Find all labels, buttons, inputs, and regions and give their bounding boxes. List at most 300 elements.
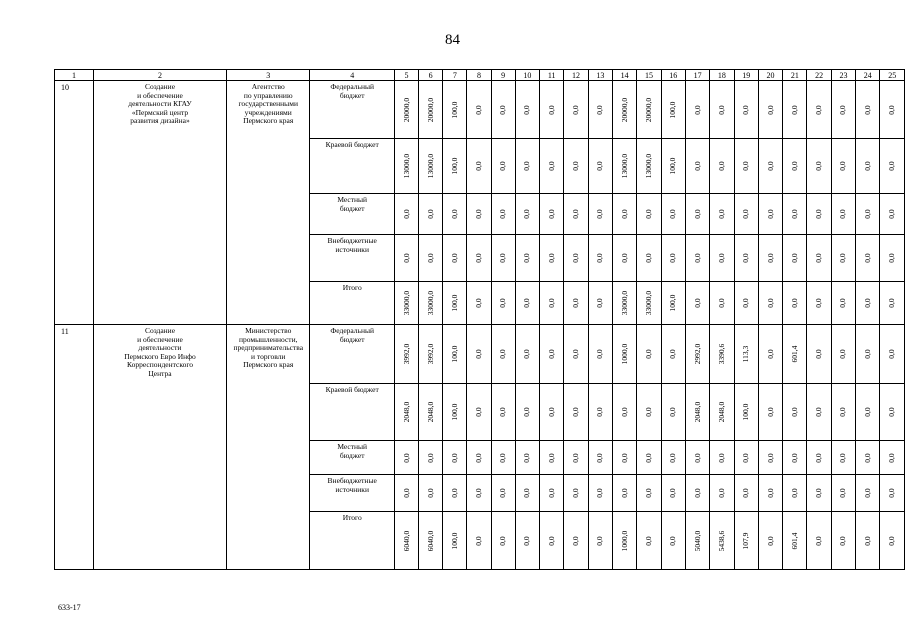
cell-value: 0,0 xyxy=(741,298,751,308)
value-cell xyxy=(856,139,880,194)
value-cell xyxy=(491,384,515,441)
cell-value: 0,0 xyxy=(425,488,435,498)
value-cell xyxy=(394,81,418,139)
value-cell xyxy=(564,475,588,512)
value-cell xyxy=(419,282,443,325)
value-cell xyxy=(564,325,588,384)
value-cell xyxy=(831,282,855,325)
cell-value: 0,0 xyxy=(546,161,556,171)
value-cell xyxy=(685,475,709,512)
value-cell xyxy=(491,325,515,384)
cell-value: 0,0 xyxy=(887,209,897,219)
cell-value: 100,0 xyxy=(668,101,678,118)
cell-value: 0,0 xyxy=(716,298,726,308)
value-cell xyxy=(880,194,905,235)
value-cell xyxy=(661,81,685,139)
value-cell xyxy=(419,81,443,139)
column-number-25: 25 xyxy=(880,70,905,81)
funding-source: Краевой бюджет xyxy=(310,139,394,194)
value-cell xyxy=(685,235,709,282)
cell-value: 0,0 xyxy=(765,535,775,546)
cell-value: 0,0 xyxy=(546,253,556,263)
value-cell xyxy=(419,384,443,441)
cell-value: 13000,0 xyxy=(425,153,435,179)
funding-source: Федеральный бюджет xyxy=(310,81,394,139)
cell-value: 0,0 xyxy=(401,452,411,463)
value-cell xyxy=(807,512,831,570)
cell-value: 0,0 xyxy=(814,161,824,171)
row-index: 10 xyxy=(55,81,94,325)
value-cell xyxy=(856,325,880,384)
cell-value: 0,0 xyxy=(838,488,848,498)
cell-value: 100,0 xyxy=(449,157,459,175)
value-cell xyxy=(710,235,734,282)
activity-name: Создание и обеспечение деятельности Пермского Евро Инфо Корреспондентского Центра xyxy=(93,325,226,570)
cell-value: 0,0 xyxy=(449,488,459,498)
cell-value: 0,0 xyxy=(838,209,848,219)
cell-value: 0,0 xyxy=(741,488,751,498)
value-cell xyxy=(540,441,564,475)
value-cell xyxy=(588,139,612,194)
value-cell xyxy=(661,384,685,441)
value-cell xyxy=(783,325,807,384)
cell-value: 0,0 xyxy=(473,161,483,171)
cell-value: 0,0 xyxy=(522,488,532,498)
column-number-13: 13 xyxy=(588,70,612,81)
cell-value: 0,0 xyxy=(668,349,678,359)
value-cell xyxy=(540,194,564,235)
cell-value: 5438,6 xyxy=(716,530,726,551)
value-cell xyxy=(637,235,661,282)
value-cell xyxy=(564,81,588,139)
value-cell xyxy=(831,384,855,441)
value-cell xyxy=(443,194,467,235)
value-cell xyxy=(758,139,782,194)
cell-value: 0,0 xyxy=(546,104,556,115)
cell-value: 2048,0 xyxy=(425,401,435,423)
value-cell xyxy=(394,512,418,570)
cell-value: 0,0 xyxy=(546,488,556,498)
activity-name: Создание и обеспечение деятельности КГАУ «Пермский центр развития дизайна» xyxy=(93,81,226,325)
cell-value: 0,0 xyxy=(595,407,605,417)
cell-value: 0,0 xyxy=(692,298,702,308)
funding-source: Краевой бюджет xyxy=(310,384,394,441)
value-cell xyxy=(661,475,685,512)
value-cell xyxy=(588,81,612,139)
value-cell xyxy=(856,194,880,235)
value-cell xyxy=(856,282,880,325)
value-cell xyxy=(734,441,758,475)
value-cell xyxy=(831,512,855,570)
value-cell xyxy=(564,384,588,441)
value-cell xyxy=(588,325,612,384)
value-cell xyxy=(685,194,709,235)
cell-value: 0,0 xyxy=(546,407,556,417)
value-cell xyxy=(856,384,880,441)
column-number-18: 18 xyxy=(710,70,734,81)
cell-value: 601,4 xyxy=(789,532,799,549)
value-cell xyxy=(491,475,515,512)
value-cell xyxy=(734,475,758,512)
value-cell xyxy=(783,441,807,475)
value-cell xyxy=(758,194,782,235)
cell-value: 33000,0 xyxy=(425,290,435,316)
cell-value: 0,0 xyxy=(814,104,824,115)
value-cell xyxy=(467,235,491,282)
column-number-5: 5 xyxy=(394,70,418,81)
cell-value: 20000,0 xyxy=(643,97,653,122)
value-cell xyxy=(856,441,880,475)
cell-value: 0,0 xyxy=(692,253,702,263)
cell-value: 0,0 xyxy=(473,488,483,498)
cell-value: 6040,0 xyxy=(425,530,435,551)
value-cell xyxy=(467,512,491,570)
column-number-7: 7 xyxy=(443,70,467,81)
cell-value: 0,0 xyxy=(571,161,580,171)
cell-value: 113,3 xyxy=(741,345,751,363)
column-number-15: 15 xyxy=(637,70,661,81)
cell-value: 0,0 xyxy=(401,209,411,219)
cell-value: 0,0 xyxy=(595,209,605,219)
column-number-1: 1 xyxy=(55,70,94,81)
value-cell xyxy=(685,441,709,475)
cell-value: 0,0 xyxy=(814,488,824,498)
cell-value: 0,0 xyxy=(765,298,775,308)
cell-value: 0,0 xyxy=(838,161,848,171)
value-cell xyxy=(564,235,588,282)
table-row xyxy=(55,81,905,139)
value-cell xyxy=(612,282,636,325)
value-cell xyxy=(394,384,418,441)
cell-value: 0,0 xyxy=(789,407,799,417)
cell-value: 0,0 xyxy=(838,298,848,308)
value-cell xyxy=(807,475,831,512)
cell-value: 20000,0 xyxy=(401,97,411,122)
cell-value: 20000,0 xyxy=(619,97,629,122)
value-cell xyxy=(685,384,709,441)
value-cell xyxy=(831,81,855,139)
value-cell xyxy=(807,81,831,139)
cell-value: 0,0 xyxy=(741,253,751,263)
cell-value: 0,0 xyxy=(887,407,897,417)
column-number-header xyxy=(55,70,905,81)
value-cell xyxy=(831,475,855,512)
cell-value: 0,0 xyxy=(668,452,678,463)
cell-value: 0,0 xyxy=(765,209,775,219)
cell-value: 0,0 xyxy=(449,209,459,219)
value-cell xyxy=(734,512,758,570)
column-number-9: 9 xyxy=(491,70,515,81)
value-cell xyxy=(637,384,661,441)
cell-value: 0,0 xyxy=(643,407,653,417)
column-number-6: 6 xyxy=(419,70,443,81)
cell-value: 0,0 xyxy=(838,349,848,359)
column-number-11: 11 xyxy=(540,70,564,81)
value-cell xyxy=(783,81,807,139)
cell-value: 0,0 xyxy=(765,104,775,115)
value-cell xyxy=(880,384,905,441)
value-cell xyxy=(491,235,515,282)
cell-value: 0,0 xyxy=(546,209,556,219)
cell-value: 0,0 xyxy=(522,104,532,115)
cell-value: 0,0 xyxy=(716,161,726,171)
cell-value: 100,0 xyxy=(449,101,459,118)
cell-value: 100,0 xyxy=(668,157,678,175)
value-cell xyxy=(734,194,758,235)
cell-value: 0,0 xyxy=(838,253,848,263)
cell-value: 0,0 xyxy=(571,349,580,359)
responsible-organization: Агентство по управлению государственными учреждениями Пермского края xyxy=(227,81,310,325)
value-cell xyxy=(734,384,758,441)
cell-value: 0,0 xyxy=(887,488,897,498)
value-cell xyxy=(831,235,855,282)
cell-value: 0,0 xyxy=(546,452,556,463)
cell-value: 0,0 xyxy=(473,349,483,359)
value-cell xyxy=(588,384,612,441)
value-cell xyxy=(564,139,588,194)
cell-value: 0,0 xyxy=(473,209,483,219)
cell-value: 0,0 xyxy=(522,452,532,463)
cell-value: 3992,0 xyxy=(425,343,435,365)
value-cell xyxy=(467,384,491,441)
cell-value: 100,0 xyxy=(668,294,678,312)
value-cell xyxy=(880,81,905,139)
value-cell xyxy=(588,194,612,235)
cell-value: 0,0 xyxy=(716,104,726,115)
value-cell xyxy=(467,81,491,139)
cell-value: 0,0 xyxy=(838,535,848,546)
value-cell xyxy=(515,441,539,475)
cell-value: 0,0 xyxy=(401,253,411,263)
cell-value: 0,0 xyxy=(862,407,872,417)
value-cell xyxy=(443,139,467,194)
value-cell xyxy=(734,81,758,139)
cell-value: 0,0 xyxy=(401,488,411,498)
value-cell xyxy=(880,235,905,282)
cell-value: 100,0 xyxy=(741,403,751,421)
value-cell xyxy=(588,441,612,475)
value-cell xyxy=(515,139,539,194)
cell-value: 0,0 xyxy=(619,253,629,263)
cell-value: 3390,6 xyxy=(716,343,726,365)
value-cell xyxy=(710,139,734,194)
cell-value: 0,0 xyxy=(741,209,751,219)
cell-value: 0,0 xyxy=(814,298,824,308)
cell-value: 1000,0 xyxy=(619,343,629,365)
value-cell xyxy=(443,282,467,325)
value-cell xyxy=(491,194,515,235)
value-cell xyxy=(734,325,758,384)
cell-value: 0,0 xyxy=(571,298,580,308)
cell-value: 13000,0 xyxy=(401,153,411,179)
value-cell xyxy=(856,235,880,282)
value-cell xyxy=(734,235,758,282)
cell-value: 0,0 xyxy=(716,452,726,463)
cell-value: 0,0 xyxy=(595,535,605,546)
value-cell xyxy=(612,81,636,139)
cell-value: 100,0 xyxy=(449,294,459,312)
cell-value: 0,0 xyxy=(862,298,872,308)
cell-value: 0,0 xyxy=(887,452,897,463)
cell-value: 20000,0 xyxy=(425,97,435,122)
cell-value: 0,0 xyxy=(838,452,848,463)
value-cell xyxy=(807,194,831,235)
row-index: 11 xyxy=(55,325,94,570)
value-cell xyxy=(710,512,734,570)
column-number-14: 14 xyxy=(612,70,636,81)
value-cell xyxy=(880,139,905,194)
cell-value: 0,0 xyxy=(473,452,483,463)
cell-value: 0,0 xyxy=(425,253,435,263)
document-code: 633-17 xyxy=(58,603,81,612)
cell-value: 0,0 xyxy=(522,253,532,263)
cell-value: 0,0 xyxy=(741,452,751,463)
value-cell xyxy=(419,441,443,475)
value-cell xyxy=(710,282,734,325)
value-cell xyxy=(807,441,831,475)
value-cell xyxy=(612,384,636,441)
column-number-23: 23 xyxy=(831,70,855,81)
cell-value: 0,0 xyxy=(814,209,824,219)
value-cell xyxy=(783,282,807,325)
value-cell xyxy=(661,235,685,282)
value-cell xyxy=(443,235,467,282)
funding-source: Федеральный бюджет xyxy=(310,325,394,384)
value-cell xyxy=(661,282,685,325)
cell-value: 0,0 xyxy=(887,349,897,359)
cell-value: 0,0 xyxy=(522,298,532,308)
cell-value: 0,0 xyxy=(619,209,629,219)
value-cell xyxy=(637,81,661,139)
responsible-organization: Министерство промышленности, предпринимательства и торговли Пермского края xyxy=(227,325,310,570)
cell-value: 0,0 xyxy=(498,535,508,546)
value-cell xyxy=(467,325,491,384)
value-cell xyxy=(661,325,685,384)
value-cell xyxy=(880,475,905,512)
value-cell xyxy=(515,81,539,139)
value-cell xyxy=(588,235,612,282)
funding-source: Местный бюджет xyxy=(310,441,394,475)
value-cell xyxy=(515,512,539,570)
table-row xyxy=(55,325,905,384)
value-cell xyxy=(394,235,418,282)
cell-value: 0,0 xyxy=(789,209,799,219)
value-cell xyxy=(515,235,539,282)
value-cell xyxy=(734,282,758,325)
cell-value: 0,0 xyxy=(522,161,532,171)
value-cell xyxy=(443,384,467,441)
value-cell xyxy=(637,441,661,475)
value-cell xyxy=(710,194,734,235)
cell-value: 0,0 xyxy=(862,452,872,463)
value-cell xyxy=(758,81,782,139)
value-cell xyxy=(637,282,661,325)
value-cell xyxy=(637,512,661,570)
cell-value: 0,0 xyxy=(473,298,483,308)
value-cell xyxy=(394,325,418,384)
value-cell xyxy=(783,384,807,441)
cell-value: 6040,0 xyxy=(401,530,411,551)
value-cell xyxy=(661,139,685,194)
value-cell xyxy=(856,512,880,570)
value-cell xyxy=(588,512,612,570)
value-cell xyxy=(443,325,467,384)
funding-source: Итого xyxy=(310,512,394,570)
cell-value: 0,0 xyxy=(498,407,508,417)
cell-value: 0,0 xyxy=(814,253,824,263)
cell-value: 0,0 xyxy=(571,253,580,263)
cell-value: 0,0 xyxy=(619,407,629,417)
value-cell xyxy=(515,384,539,441)
value-cell xyxy=(807,235,831,282)
cell-value: 601,4 xyxy=(789,345,799,363)
budget-table xyxy=(54,69,905,570)
cell-value: 0,0 xyxy=(789,161,799,171)
value-cell xyxy=(540,475,564,512)
cell-value: 0,0 xyxy=(668,209,678,219)
cell-value: 0,0 xyxy=(571,209,580,219)
column-number-3: 3 xyxy=(227,70,310,81)
cell-value: 1000,0 xyxy=(619,530,629,551)
value-cell xyxy=(710,475,734,512)
value-cell xyxy=(491,81,515,139)
cell-value: 0,0 xyxy=(498,209,508,219)
value-cell xyxy=(661,441,685,475)
page-number: 84 xyxy=(445,32,460,48)
cell-value: 0,0 xyxy=(716,253,726,263)
value-cell xyxy=(419,194,443,235)
cell-value: 0,0 xyxy=(862,209,872,219)
value-cell xyxy=(540,512,564,570)
cell-value: 0,0 xyxy=(571,488,580,498)
value-cell xyxy=(685,282,709,325)
cell-value: 0,0 xyxy=(595,298,605,308)
value-cell xyxy=(685,512,709,570)
column-number-20: 20 xyxy=(758,70,782,81)
cell-value: 0,0 xyxy=(887,535,897,546)
value-cell xyxy=(467,194,491,235)
cell-value: 33000,0 xyxy=(619,290,629,316)
cell-value: 0,0 xyxy=(643,535,653,546)
cell-value: 0,0 xyxy=(498,298,508,308)
value-cell xyxy=(880,512,905,570)
value-cell xyxy=(419,512,443,570)
cell-value: 0,0 xyxy=(668,407,678,417)
cell-value: 0,0 xyxy=(498,161,508,171)
value-cell xyxy=(419,475,443,512)
value-cell xyxy=(540,235,564,282)
value-cell xyxy=(540,81,564,139)
value-cell xyxy=(612,325,636,384)
value-cell xyxy=(564,282,588,325)
cell-value: 0,0 xyxy=(522,209,532,219)
cell-value: 0,0 xyxy=(716,488,726,498)
cell-value: 0,0 xyxy=(619,452,629,463)
cell-value: 13000,0 xyxy=(619,153,629,179)
cell-value: 0,0 xyxy=(449,253,459,263)
value-cell xyxy=(710,81,734,139)
cell-value: 0,0 xyxy=(887,253,897,263)
value-cell xyxy=(443,512,467,570)
value-cell xyxy=(685,81,709,139)
value-cell xyxy=(588,475,612,512)
value-cell xyxy=(419,325,443,384)
value-cell xyxy=(831,441,855,475)
cell-value: 33000,0 xyxy=(643,290,653,316)
cell-value: 0,0 xyxy=(838,104,848,115)
value-cell xyxy=(394,194,418,235)
column-number-2: 2 xyxy=(93,70,226,81)
